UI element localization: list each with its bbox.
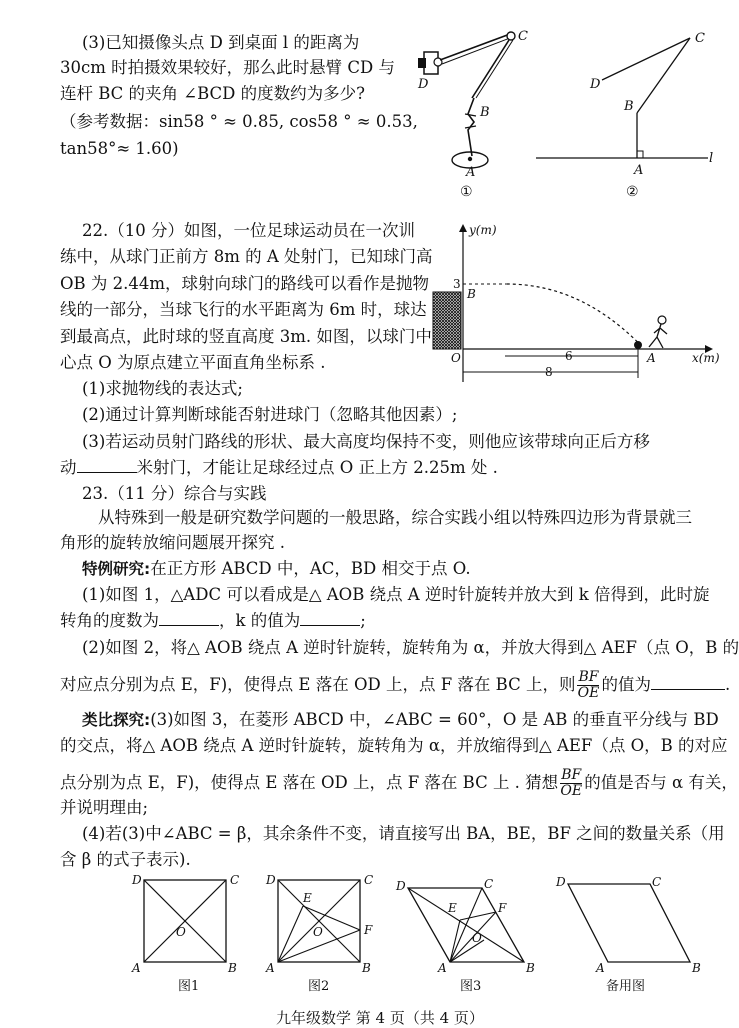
- fig2-label-d: D: [590, 77, 601, 92]
- player-figure: [649, 316, 667, 348]
- point-b-label: B: [467, 287, 476, 301]
- rotation-angle-blank[interactable]: [159, 611, 219, 626]
- q22-line-2: 练中，从球门正前方 8m 的 A 处射门，已知球门高: [60, 247, 433, 266]
- dimension-8-label: 8: [545, 365, 553, 379]
- q22-answer-blank[interactable]: [77, 458, 137, 473]
- q23-p2b-pre: 对应点分别为点 E，F)，使得点 E 落在 OD 上，点 F 落在 BC 上，则: [60, 675, 576, 694]
- figure-3-rhombus: [395, 877, 535, 994]
- q23-p1b: [60, 611, 366, 631]
- q21-line-5: tan58°≈ 1.60): [60, 139, 179, 158]
- q23-intro-1: 从特殊到一般是研究数学问题的一般思路，综合实践小组以特殊四边形为背景就三: [98, 508, 692, 527]
- fig1-d: D: [132, 873, 142, 887]
- fig1-a: A: [132, 961, 141, 975]
- q23-p3c-pre: 点分别为点 E，F)，使得点 E 落在 OD 上，点 F 落在 BC 上 . 猜想: [60, 773, 559, 792]
- q21-figure-2: [530, 18, 720, 203]
- fig1-label-a: A: [466, 165, 476, 180]
- q21-line-1: (3)已知摄像头点 D 到桌面 l 的距离为: [82, 33, 360, 52]
- spare-c: C: [652, 875, 662, 889]
- fig1-o: O: [176, 925, 186, 939]
- y-axis-label: y(m): [469, 223, 497, 237]
- q22-line-4: 线的一部分，当球飞行的水平距离为 6m 时，球达: [60, 300, 427, 319]
- fig3-f: F: [498, 901, 507, 915]
- special-study-text: 在正方形 ABCD 中，AC，BD 相交于点 O.: [150, 559, 471, 578]
- q22-sub-3b: [60, 458, 498, 478]
- fig1-label-d: D: [418, 77, 429, 92]
- q21-figure-1: [410, 18, 545, 203]
- point-a-label: A: [647, 351, 656, 365]
- fig1-caption: 图1: [178, 979, 200, 994]
- fig3-b: B: [526, 961, 535, 975]
- q23-p3a-text: (3)如图 3，在菱形 ABCD 中，∠ABC = 60°，O 是 AB 的垂直平分线与 BD: [150, 710, 719, 729]
- analogy-title: 类比探究:: [82, 711, 151, 729]
- q22-sub-3a: (3)若运动员射门路线的形状、最大高度均保持不变，则他应该带球向正后方移: [82, 432, 650, 451]
- q22-sub-3b-post: 米射门，才能让足球经过点 O 正上方 2.25m 处 .: [136, 458, 498, 477]
- fig3-o: O: [472, 931, 482, 945]
- q22-sub-1: (1)求抛物线的表达式;: [82, 379, 243, 398]
- fraction-numerator-2: BF: [561, 767, 582, 783]
- q23-p1a: (1)如图 1，△ADC 可以看成是△ AOB 绕点 A 逆时针旋转并放大到 k 倍得到，此时旋: [82, 585, 710, 604]
- q23-p2b: 对应点分别为点 E，F)，使得点 E 落在 OD 上，点 F 落在 BC 上，则 $\frac{BF}{OE}$ 的值为 .: [60, 669, 731, 701]
- fig1-label-b: B: [480, 105, 490, 120]
- q22-line-5: 到最高点，此时球的竖直高度 3m. 如图，以球门中: [60, 327, 432, 346]
- q22-line-3: OB 为 2.44m，球射向球门的路线可以看作是抛物: [60, 274, 430, 293]
- q23-p1b-post: ;: [360, 611, 366, 630]
- fig2-label-l: l: [709, 151, 714, 166]
- q23-intro-2: 角形的旋转放缩问题展开探究 .: [60, 533, 285, 552]
- fig2-e: E: [303, 891, 312, 905]
- fraction-denominator-2: OE: [560, 783, 583, 799]
- spare-b: B: [692, 961, 701, 975]
- fig2-label-c: C: [695, 31, 705, 46]
- q21-line-4: （参考数据：sin58 ° ≈ 0.85, cos58 ° ≈ 0.53,: [60, 112, 418, 131]
- q23-p4a: (4)若(3)中∠ABC = β，其余条件不变，请直接写出 BA，BE，BF 之间的数量关系（用: [82, 824, 725, 843]
- q23-p2b-post: 的值为: [601, 675, 651, 694]
- fig3-c: C: [484, 877, 494, 891]
- q23-p3c-post: 的值是否与 α 有关，: [584, 773, 738, 792]
- goal-net: [433, 292, 461, 349]
- fig3-a: A: [438, 961, 447, 975]
- q23-p3c: [60, 768, 738, 799]
- ball-trajectory: [507, 284, 638, 343]
- fig2-o: O: [313, 925, 323, 939]
- link-bc: [472, 40, 509, 98]
- page-footer: 九年级数学 第 4 页（共 4 页）: [276, 1009, 484, 1027]
- fraction-bf-oe-2: [560, 768, 582, 799]
- q22-line-1: 22.（10 分）如图，一位足球运动员在一次训: [82, 221, 415, 240]
- y-tick-3: 3: [453, 277, 461, 291]
- fig2-label-b: B: [624, 99, 634, 114]
- x-axis-label: x(m): [692, 351, 720, 365]
- q22-chart: [425, 222, 720, 387]
- special-study-title: 特例研究:: [82, 560, 151, 578]
- ball: [634, 341, 642, 349]
- fig3-e: E: [448, 901, 457, 915]
- fig1-label-c: C: [518, 29, 528, 44]
- bf-oe-blank[interactable]: [651, 675, 725, 690]
- fig2-label-a: A: [634, 163, 644, 178]
- q23-p2a: (2)如图 2，将△ AOB 绕点 A 逆时针旋转，旋转角为 α，并放大得到△ AEF（点 O，B 的: [82, 638, 739, 657]
- fig3-caption: 图3: [460, 979, 482, 994]
- fig2-caption: ②: [626, 184, 639, 200]
- q23-p3b: 的交点，将△ AOB 绕点 A 逆时针旋转，旋转角为 α，并放缩得到△ AEF（点 O，B 的对应: [60, 736, 728, 755]
- q23-p3a: [82, 710, 719, 730]
- q22-sub-3b-pre: 动: [60, 458, 77, 477]
- fraction-numerator: BF: [578, 669, 599, 685]
- fig3-d: D: [396, 879, 406, 893]
- q23-p3d: 并说明理由;: [60, 798, 149, 817]
- q21-line-3: 连杆 BC 的夹角 ∠BCD 的度数约为多少?: [60, 84, 365, 103]
- q23-special: [82, 559, 471, 579]
- fig2-c: C: [364, 873, 374, 887]
- q23-p1b-mid: ，k 的值为: [219, 611, 301, 630]
- fig2-b: B: [362, 961, 371, 975]
- figure-1-square: [131, 873, 239, 994]
- q22-line-6: 心点 O 为原点建立平面直角坐标系 .: [60, 353, 326, 372]
- fig1-b: B: [228, 961, 237, 975]
- point-o-label: O: [451, 351, 461, 365]
- fig1-caption: ①: [460, 184, 473, 200]
- segment-cd: [602, 38, 690, 80]
- fig2-d: D: [266, 873, 276, 887]
- dimension-6-label: 6: [565, 349, 573, 363]
- spare-caption: 备用图: [606, 979, 646, 994]
- q23-p1b-pre: 转角的度数为: [60, 611, 159, 630]
- fig1-c: C: [230, 873, 240, 887]
- fig2-a: A: [266, 961, 275, 975]
- spare-d: D: [556, 875, 566, 889]
- k-value-blank[interactable]: [300, 611, 360, 626]
- q23-head: 23.（11 分）综合与实践: [82, 484, 267, 503]
- fig2-f: F: [364, 923, 373, 937]
- spare-a: A: [596, 961, 605, 975]
- camera-head: [418, 52, 442, 74]
- q23-figures: [120, 868, 720, 998]
- figure-spare-rhombus: [555, 875, 701, 994]
- fraction-denominator: OE: [577, 685, 600, 701]
- segment-bc: [637, 38, 690, 113]
- q23-p4b: 含 β 的式子表示).: [60, 850, 191, 869]
- figure-2-square-rotated: [265, 873, 373, 994]
- q21-line-2: 30cm 时拍摄效果较好，那么此时悬臂 CD 与: [60, 58, 395, 77]
- fig2-caption: 图2: [308, 979, 330, 994]
- fraction-bf-oe: [577, 670, 599, 701]
- joint-c: [507, 32, 515, 40]
- q22-sub-2: (2)通过计算判断球能否射进球门（忽略其他因素）;: [82, 405, 458, 424]
